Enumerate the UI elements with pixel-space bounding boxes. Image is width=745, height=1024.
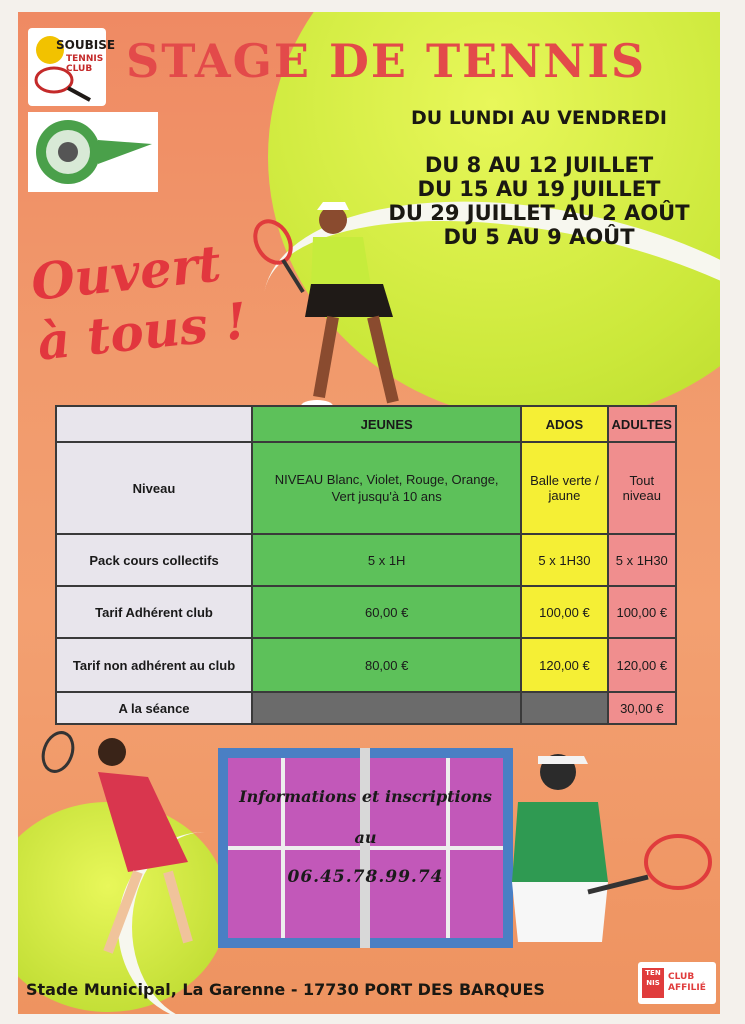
slogan-line-1: Ouvert <box>28 233 224 312</box>
poster <box>18 12 720 1014</box>
table-corner <box>56 406 252 442</box>
tennis-ball-logo-icon <box>28 112 158 192</box>
badge-left-2: NIS <box>646 979 660 987</box>
badge-right-1: CLUB <box>668 972 695 982</box>
session-date-2: DU 15 AU 19 JUILLET <box>417 177 661 201</box>
row-label: Niveau <box>56 442 252 534</box>
session-date-3: DU 29 JUILLET AU 2 AOÛT <box>388 201 690 225</box>
table-cell: 120,00 € <box>521 638 607 692</box>
male-player-illustration <box>498 742 718 962</box>
row-label: A la séance <box>56 692 252 724</box>
club-logo-name: SOUBISE <box>56 38 116 52</box>
table-header-row <box>56 406 676 442</box>
info-au: au <box>354 828 377 847</box>
weekday-range: DU LUNDI AU VENDREDI <box>411 107 667 129</box>
session-date-4: DU 5 AU 9 AOÛT <box>443 225 635 249</box>
slogan-line-2: à tous ! <box>34 291 250 372</box>
table-cell: 5 x 1H30 <box>608 534 676 586</box>
table-cell: 100,00 € <box>521 586 607 638</box>
column-ados: ADOS <box>521 406 607 442</box>
club-logo-sub <box>66 54 103 74</box>
table-cell: 80,00 € <box>252 638 521 692</box>
row-label: Tarif Adhérent club <box>56 586 252 638</box>
row-label: Pack cours collectifs <box>56 534 252 586</box>
badge-left-1: TEN <box>645 969 661 977</box>
info-block <box>218 787 513 887</box>
slogan <box>28 231 250 372</box>
club-affilie-badge <box>638 962 716 1004</box>
table-cell: NIVEAU Blanc, Violet, Rouge, Orange, Vert jusqu'à 10 ans <box>252 442 521 534</box>
info-line: Informations et inscriptions <box>239 787 492 806</box>
badge-text <box>668 972 706 994</box>
table-cell: 60,00 € <box>252 586 521 638</box>
session-date-1: DU 8 AU 12 JUILLET <box>424 153 654 177</box>
table-row <box>56 692 676 724</box>
table-cell: Balle verte / jaune <box>521 442 607 534</box>
table-cell: 5 x 1H <box>252 534 521 586</box>
club-logo-sub-2: CLUB <box>66 64 93 74</box>
soubise-tennis-club-logo <box>28 28 116 106</box>
table-cell-empty <box>521 692 607 724</box>
tennis-badge-mark <box>642 968 664 998</box>
table-cell-empty <box>252 692 521 724</box>
table-cell: 120,00 € <box>608 638 676 692</box>
badge-right-2: AFFILIÉ <box>668 983 706 993</box>
female-player-illustration <box>28 722 218 972</box>
table-cell: 5 x 1H30 <box>521 534 607 586</box>
table-cell: 100,00 € <box>608 586 676 638</box>
column-adultes: ADULTES <box>608 406 676 442</box>
column-jeunes: JEUNES <box>252 406 521 442</box>
pricing-table <box>55 405 677 725</box>
table-cell: 30,00 € <box>608 692 676 724</box>
club-logo-sub-1: TENNIS <box>66 54 104 64</box>
table-row <box>56 586 676 638</box>
poster-title: STAGE DE TENNIS <box>126 34 647 88</box>
phone-number: 06.45.78.99.74 <box>287 867 444 887</box>
table-row <box>56 534 676 586</box>
row-label: Tarif non adhérent au club <box>56 638 252 692</box>
table-cell: Tout niveau <box>608 442 676 534</box>
tennis-player-illustration <box>233 192 423 422</box>
table-row <box>56 638 676 692</box>
footer-address: Stade Municipal, La Garenne - 17730 PORT DES BARQUES <box>26 980 545 999</box>
port-des-barques-club-logo <box>28 112 158 192</box>
table-row <box>56 442 676 534</box>
